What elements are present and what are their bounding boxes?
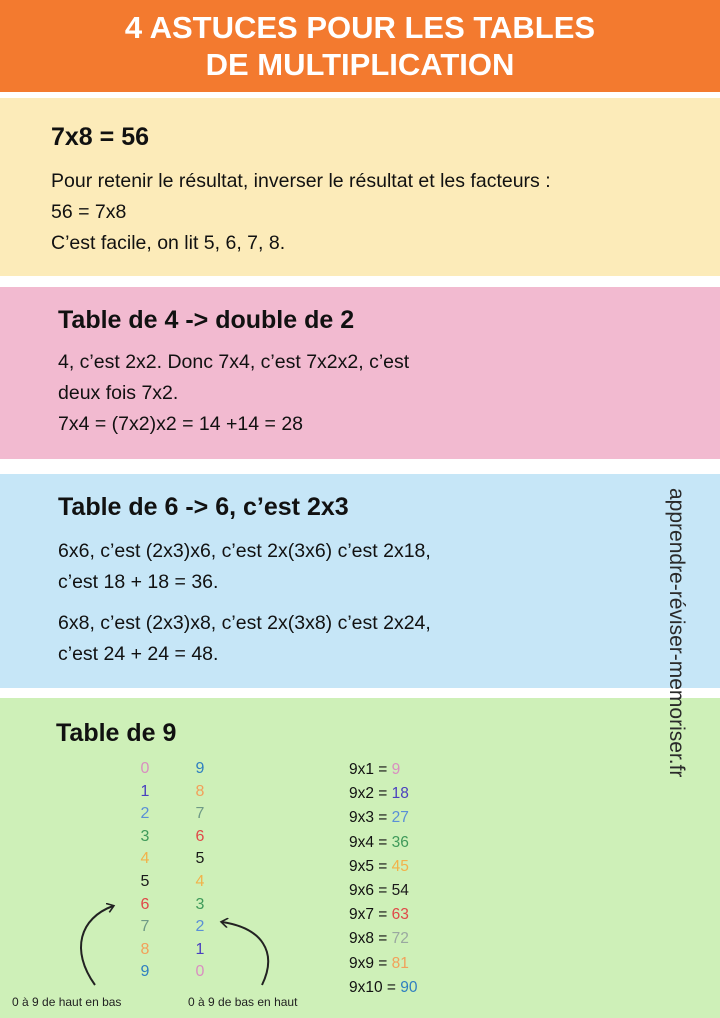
units-digit: 4	[195, 873, 205, 890]
text-line: Pour retenir le résultat, inverser le résultat et les facteurs :	[51, 170, 551, 192]
equation-result: 36	[391, 833, 409, 851]
tens-digit: 9	[140, 963, 150, 981]
tens-digit: 4	[140, 850, 150, 868]
equation-expression: 9x5 =	[349, 857, 392, 875]
header-title-line-1: 4 ASTUCES POUR LES TABLES	[124, 10, 596, 45]
units-digit: 8	[195, 782, 205, 800]
text-line: 4, c’est 2x2. Donc 7x4, c’est 7x2x2, c’est	[58, 351, 410, 373]
text-line: 7x4 = (7x2)x2 = 14 +14 = 28	[58, 413, 304, 435]
equation-expression: 9x6 =	[349, 882, 392, 899]
text-line: 6x8, c’est (2x3)x8, c’est 2x(3x8) c’est 2x24,	[58, 612, 431, 634]
equation-expression: 9x2 =	[349, 785, 392, 803]
section-title: 7x8 = 56	[51, 123, 150, 151]
arrow-up-left-icon	[81, 906, 113, 985]
equation-result: 72	[391, 930, 409, 948]
equation-expression: 9x1 =	[349, 761, 392, 778]
tens-digit: 3	[140, 827, 150, 845]
header-title-line-2: DE MULTIPLICATION	[205, 47, 515, 82]
units-digit: 1	[195, 940, 205, 958]
text-line: 56 = 7x8	[51, 201, 127, 223]
equation-expression: 9x3 =	[349, 809, 392, 827]
units-digit: 0	[195, 963, 205, 981]
text-line: c’est 18 + 18 = 36.	[58, 571, 219, 593]
equation-result: 18	[391, 785, 409, 803]
section-title: Table de 9	[56, 719, 177, 747]
equation-expression: 9x10 =	[349, 978, 401, 996]
equation-expression: 9x7 =	[349, 906, 392, 924]
text-line: c’est 24 + 24 = 48.	[58, 643, 219, 665]
arrow-up-right-icon	[222, 922, 268, 985]
text-line: 6x6, c’est (2x3)x6, c’est 2x(3x6) c’est 2x18,	[58, 540, 431, 562]
tens-digit: 7	[140, 918, 150, 936]
tens-digit: 8	[140, 940, 150, 958]
text-line: deux fois 7x2.	[58, 382, 179, 404]
equation-result: 27	[391, 809, 409, 827]
equation-expression: 9x9 =	[349, 954, 392, 972]
equation-expression: 9x4 =	[349, 833, 392, 851]
caption-left: 0 à 9 de haut en bas	[12, 995, 122, 1009]
tens-digit: 2	[140, 805, 150, 823]
equation-result: 63	[391, 906, 409, 924]
equation-result: 81	[391, 954, 409, 972]
equation-result: 90	[400, 978, 418, 996]
units-digit: 3	[195, 895, 205, 913]
equation-result: 45	[391, 857, 409, 875]
section-title: Table de 4 -> double de 2	[58, 306, 355, 334]
section-title: Table de 6 -> 6, c’est 2x3	[58, 493, 349, 521]
tens-digit: 5	[140, 873, 150, 890]
site-watermark: apprendre-réviser-memoriser.fr	[665, 488, 688, 778]
units-digit: 7	[195, 805, 205, 823]
tens-digit: 0	[140, 760, 150, 777]
units-digit: 6	[195, 827, 205, 845]
tens-digit: 6	[140, 895, 150, 913]
equation-expression: 9x8 =	[349, 930, 392, 948]
units-digit: 9	[195, 760, 205, 777]
tens-digit: 1	[140, 782, 150, 800]
caption-right: 0 à 9 de bas en haut	[188, 995, 298, 1009]
equation-result: 9	[391, 761, 401, 778]
units-digit: 2	[195, 918, 205, 936]
equation-result: 54	[391, 882, 409, 899]
text-line: C’est facile, on lit 5, 6, 7, 8.	[51, 232, 286, 254]
units-digit: 5	[195, 850, 205, 868]
